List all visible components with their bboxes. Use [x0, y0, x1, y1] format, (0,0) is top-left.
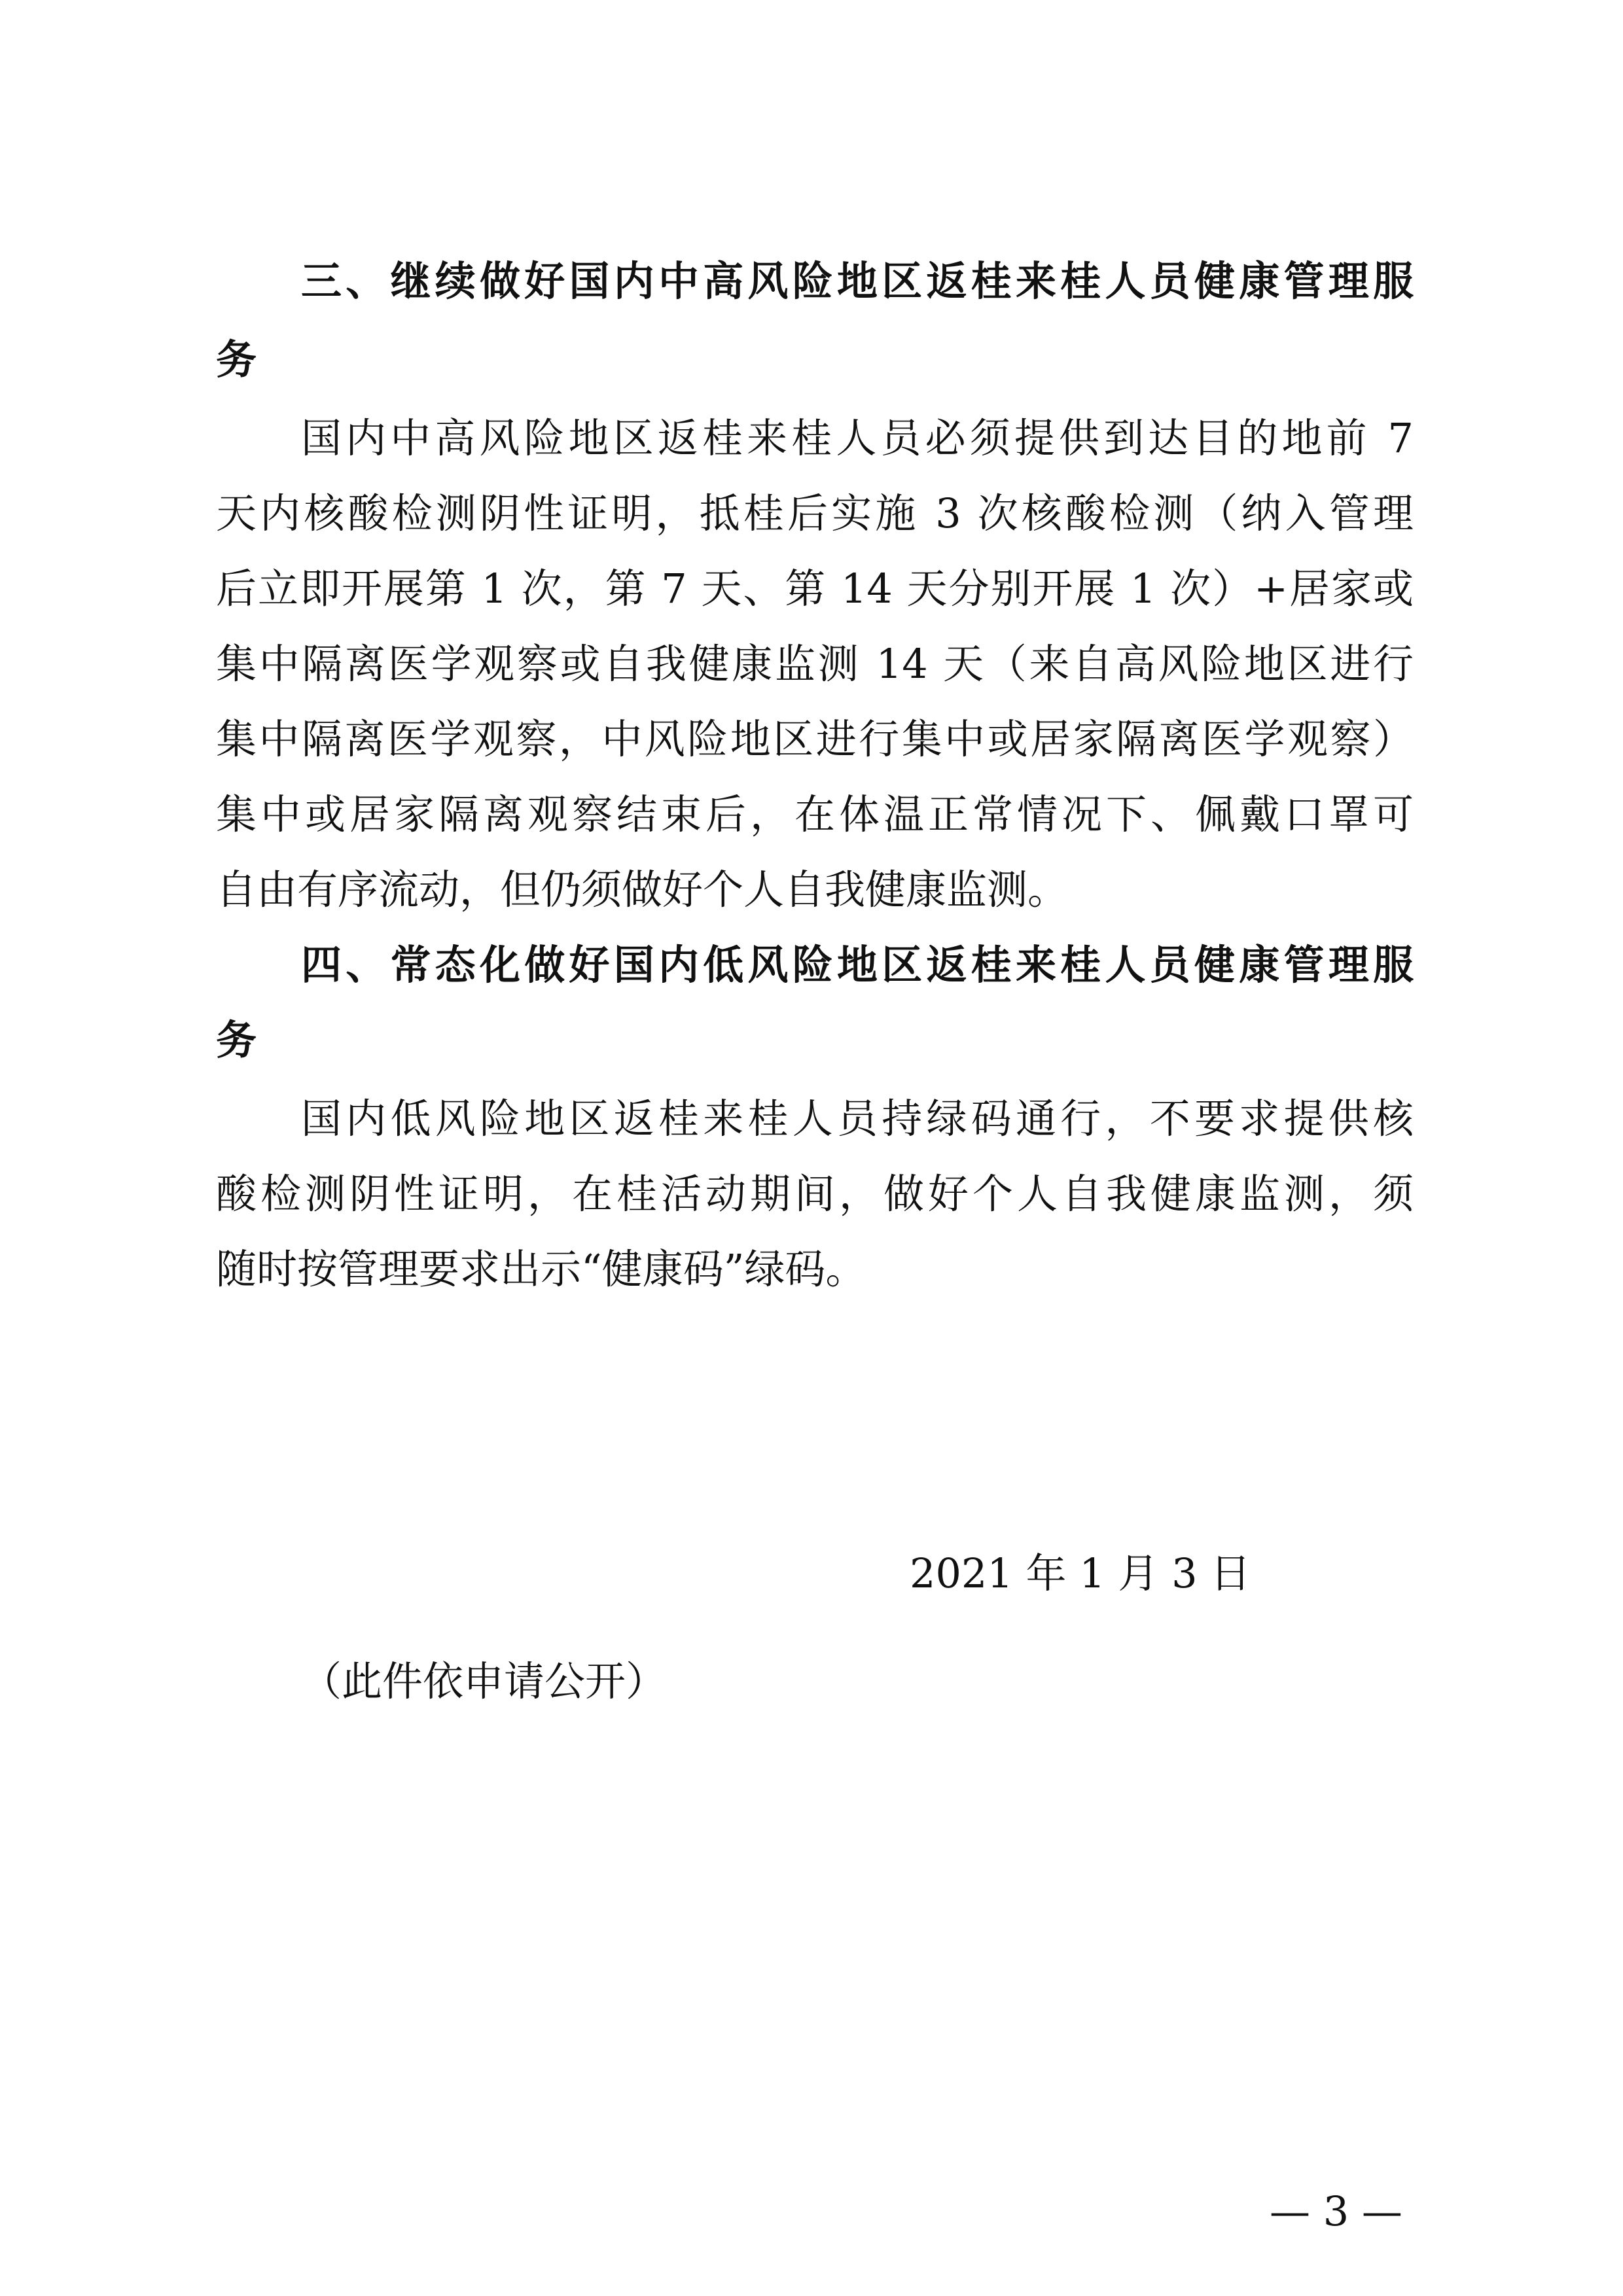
section4-paragraph-line2: 酸检测阴性证明，在桂活动期间，做好个人自我健康监测，须 — [216, 1170, 1414, 1218]
disclosure-note: （此件依申请公开） — [301, 1657, 667, 1705]
page-number: — 3 — — [1270, 2187, 1402, 2235]
section4-paragraph-line1: 国内低风险地区返桂来桂人员持绿码通行，不要求提供核 — [301, 1095, 1414, 1142]
section4-heading-line2: 务 — [216, 1016, 257, 1064]
document-date: 2021 年 1 月 3 日 — [910, 1549, 1251, 1597]
section3-paragraph-line5: 集中隔离医学观察，中风险地区进行集中或居家隔离医学观察） — [216, 715, 1414, 763]
section3-heading-line2: 务 — [216, 336, 257, 383]
section3-paragraph-line3: 后立即开展第 1 次，第 7 天、第 14 天分别开展 1 次）+居家或 — [216, 565, 1414, 612]
section3-paragraph-line6: 集中或居家隔离观察结束后，在体温正常情况下、佩戴口罩可 — [216, 790, 1414, 838]
section4-heading-line1: 四、常态化做好国内低风险地区返桂来桂人员健康管理服 — [301, 941, 1414, 989]
section3-paragraph-line4: 集中隔离医学观察或自我健康监测 14 天（来自高风险地区进行 — [216, 640, 1414, 688]
section3-paragraph-line2: 天内核酸检测阴性证明，抵桂后实施 3 次核酸检测（纳入管理 — [216, 489, 1414, 537]
section3-paragraph-line7: 自由有序流动，但仍须做好个人自我健康监测。 — [216, 866, 1069, 913]
section3-heading-line1: 三、继续做好国内中高风险地区返桂来桂人员健康管理服 — [301, 257, 1414, 305]
section3-paragraph-line1: 国内中高风险地区返桂来桂人员必须提供到达目的地前 7 — [301, 414, 1414, 462]
section4-paragraph-line3: 随时按管理要求出示“健康码”绿码。 — [216, 1245, 866, 1293]
